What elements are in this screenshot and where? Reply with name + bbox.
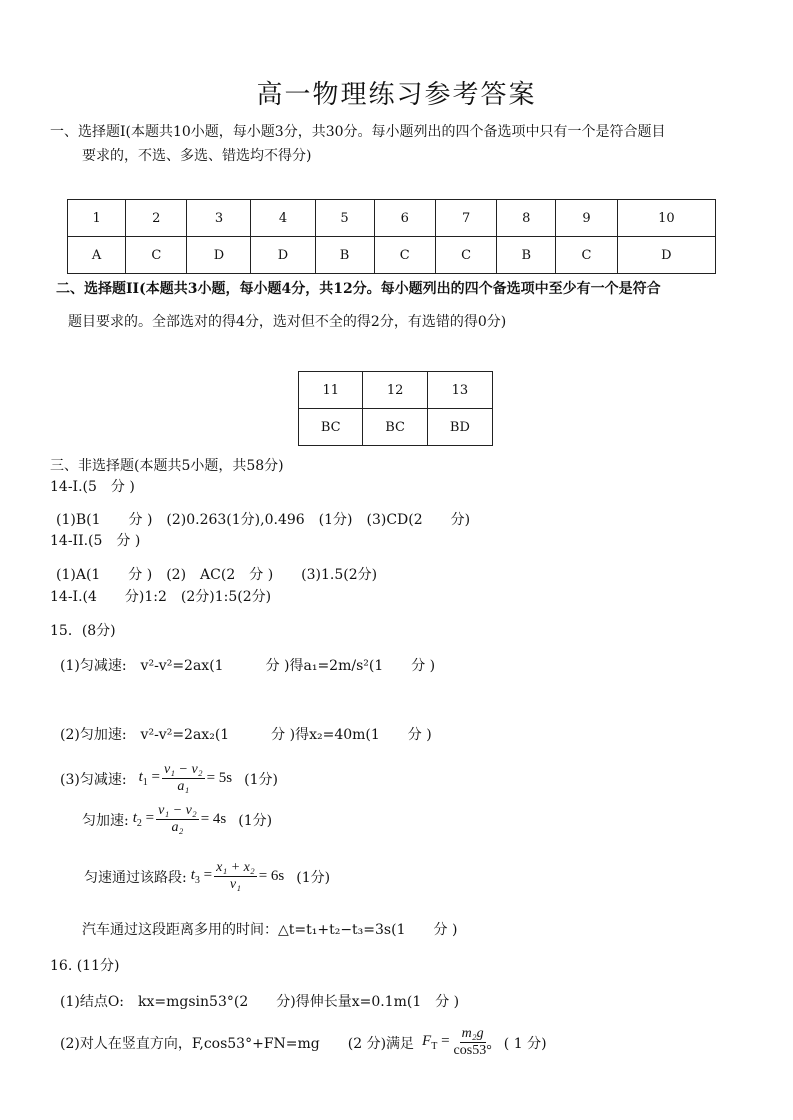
fraction-numerator: v₁ − v₂	[156, 803, 199, 820]
fraction	[162, 762, 205, 795]
q15-part3-label: (3)匀减速:	[60, 771, 127, 788]
equation-result: = 4s	[200, 811, 227, 828]
table-cell: 13	[427, 372, 492, 409]
table-row-answers	[68, 237, 716, 274]
score-note: (1分)	[244, 771, 278, 788]
table-cell: C	[374, 237, 435, 274]
equation-ft: $F_T$ =	[422, 1033, 450, 1053]
section3-header: 三、非选择题(本题共5小题，共58分)	[50, 458, 284, 474]
equation-result: = 5s	[206, 770, 233, 787]
table-cell: 2	[126, 200, 187, 237]
fraction-denominator: a₁	[177, 779, 190, 795]
answer-table-2	[298, 371, 493, 446]
table-cell: 11	[299, 372, 363, 409]
eq-var: F	[422, 1033, 432, 1050]
table-cell: 1	[68, 200, 126, 237]
page-title: 高一物理练习参考答案	[256, 80, 537, 110]
q14-2-heading: 14-II.(5 分 )	[50, 533, 141, 549]
score-note: ( 1 分)	[503, 1035, 547, 1052]
score-note: (1分)	[296, 869, 331, 886]
table-cell: 5	[315, 200, 374, 237]
answer-table-1	[67, 199, 716, 274]
eq-sub: 1	[142, 777, 148, 789]
fraction	[156, 803, 199, 836]
q15-part2: (2)匀加速: v²-v²=2ax₂(1 分 )得x₂=40m(1 分 )	[60, 727, 432, 743]
fraction-denominator: v₁	[229, 877, 241, 893]
fraction	[452, 1026, 494, 1059]
q15-part4-label: 匀加速:	[82, 812, 129, 829]
eq-var: t	[138, 769, 143, 786]
section1-instruction-line2: 要求的，不选、多选、错选均不得分)	[82, 148, 312, 164]
section1-instruction-line1: 一、选择题I(本题共10小题，每小题3分，共30分。每小题列出的四个备选项中只有一个是符合题目	[50, 124, 666, 140]
q15-part3-row	[60, 762, 278, 795]
fraction-denominator: cos53°	[453, 1043, 492, 1059]
table-cell: C	[126, 237, 187, 274]
q14-3-answer: 14-I.(4 分)1:2 (2分)1:5(2分)	[50, 589, 272, 605]
table-row-answers	[299, 409, 493, 446]
q15-part5-label: 匀速通过该路段:	[84, 869, 187, 886]
table-cell: 7	[435, 200, 496, 237]
table-cell: 10	[617, 200, 715, 237]
eq-sub: 2	[136, 818, 142, 830]
q16-part2-row	[60, 1026, 547, 1059]
table-cell: C	[556, 237, 617, 274]
table-cell: D	[187, 237, 251, 274]
table-cell: D	[251, 237, 315, 274]
eq-sub: T	[431, 1041, 438, 1053]
fraction-denominator: a₂	[171, 820, 184, 836]
fraction-numerator: m₂g	[460, 1026, 486, 1043]
table-cell: BD	[427, 409, 492, 446]
q15-part4-row	[82, 803, 272, 836]
table-cell: C	[435, 237, 496, 274]
table-cell: 6	[374, 200, 435, 237]
score-note: (1分)	[238, 812, 273, 829]
q14-1-heading: 14-I.(5 分 )	[50, 479, 135, 495]
q15-part1: (1)匀减速: v²-v²=2ax(1 分 )得a₁=2m/s²(1 分 )	[60, 658, 436, 674]
table-cell: 3	[187, 200, 251, 237]
table-cell: BC	[363, 409, 427, 446]
eq-sub: 3	[194, 875, 200, 887]
table-cell: B	[315, 237, 374, 274]
fraction	[214, 860, 257, 893]
q16-heading: 16. (11分)	[50, 958, 120, 974]
equation-t2: $t_2$ =	[132, 810, 155, 830]
eq-var: t	[132, 810, 137, 827]
q15-part5-row	[84, 860, 330, 893]
q14-1-answer: (1)B(1 分 ) (2)0.263(1分),0.496 (1分) (3)CD(2 分)	[56, 512, 471, 528]
fraction-numerator: x₁ + x₂	[214, 860, 257, 877]
q15-heading: 15．(8分)	[50, 623, 116, 639]
q16-part1: (1)结点O: kx=mgsin53°(2 分)得伸长量x=0.1m(1 分 )	[60, 994, 460, 1010]
table-cell: 12	[363, 372, 427, 409]
fraction-numerator: v₁ − v₂	[162, 762, 205, 779]
eq-var: t	[190, 867, 195, 884]
q16-part2-text: (2)对人在竖直方向，F,cos53°+FN=mg (2 分)满足	[60, 1035, 415, 1052]
equation-result: = 6s	[258, 868, 285, 885]
section2-instruction-line1: 二、选择题II(本题共3小题，每小题4分，共12分。每小题列出的四个备选项中至少有一个是符合	[56, 281, 661, 297]
equation-t1: $t_1$ =	[138, 769, 160, 789]
equation-t3: $t_3$ =	[190, 867, 213, 887]
table-row-numbers	[299, 372, 493, 409]
table-cell: 4	[251, 200, 315, 237]
table-cell: D	[617, 237, 715, 274]
section2-instruction-line2: 题目要求的。全部选对的得4分，选对但不全的得2分，有选错的得0分)	[68, 314, 507, 330]
table-cell: 9	[556, 200, 617, 237]
table-cell: A	[68, 237, 126, 274]
q14-2-answer: (1)A(1 分 ) (2) AC(2 分 ) (3)1.5(2分)	[56, 567, 378, 583]
table-cell: BC	[299, 409, 363, 446]
table-cell: B	[497, 237, 556, 274]
table-row-numbers	[68, 200, 716, 237]
q15-part6: 汽车通过这段距离多用的时间：△t=t₁+t₂−t₃=3s(1 分 )	[82, 922, 458, 938]
table-cell: 8	[497, 200, 556, 237]
